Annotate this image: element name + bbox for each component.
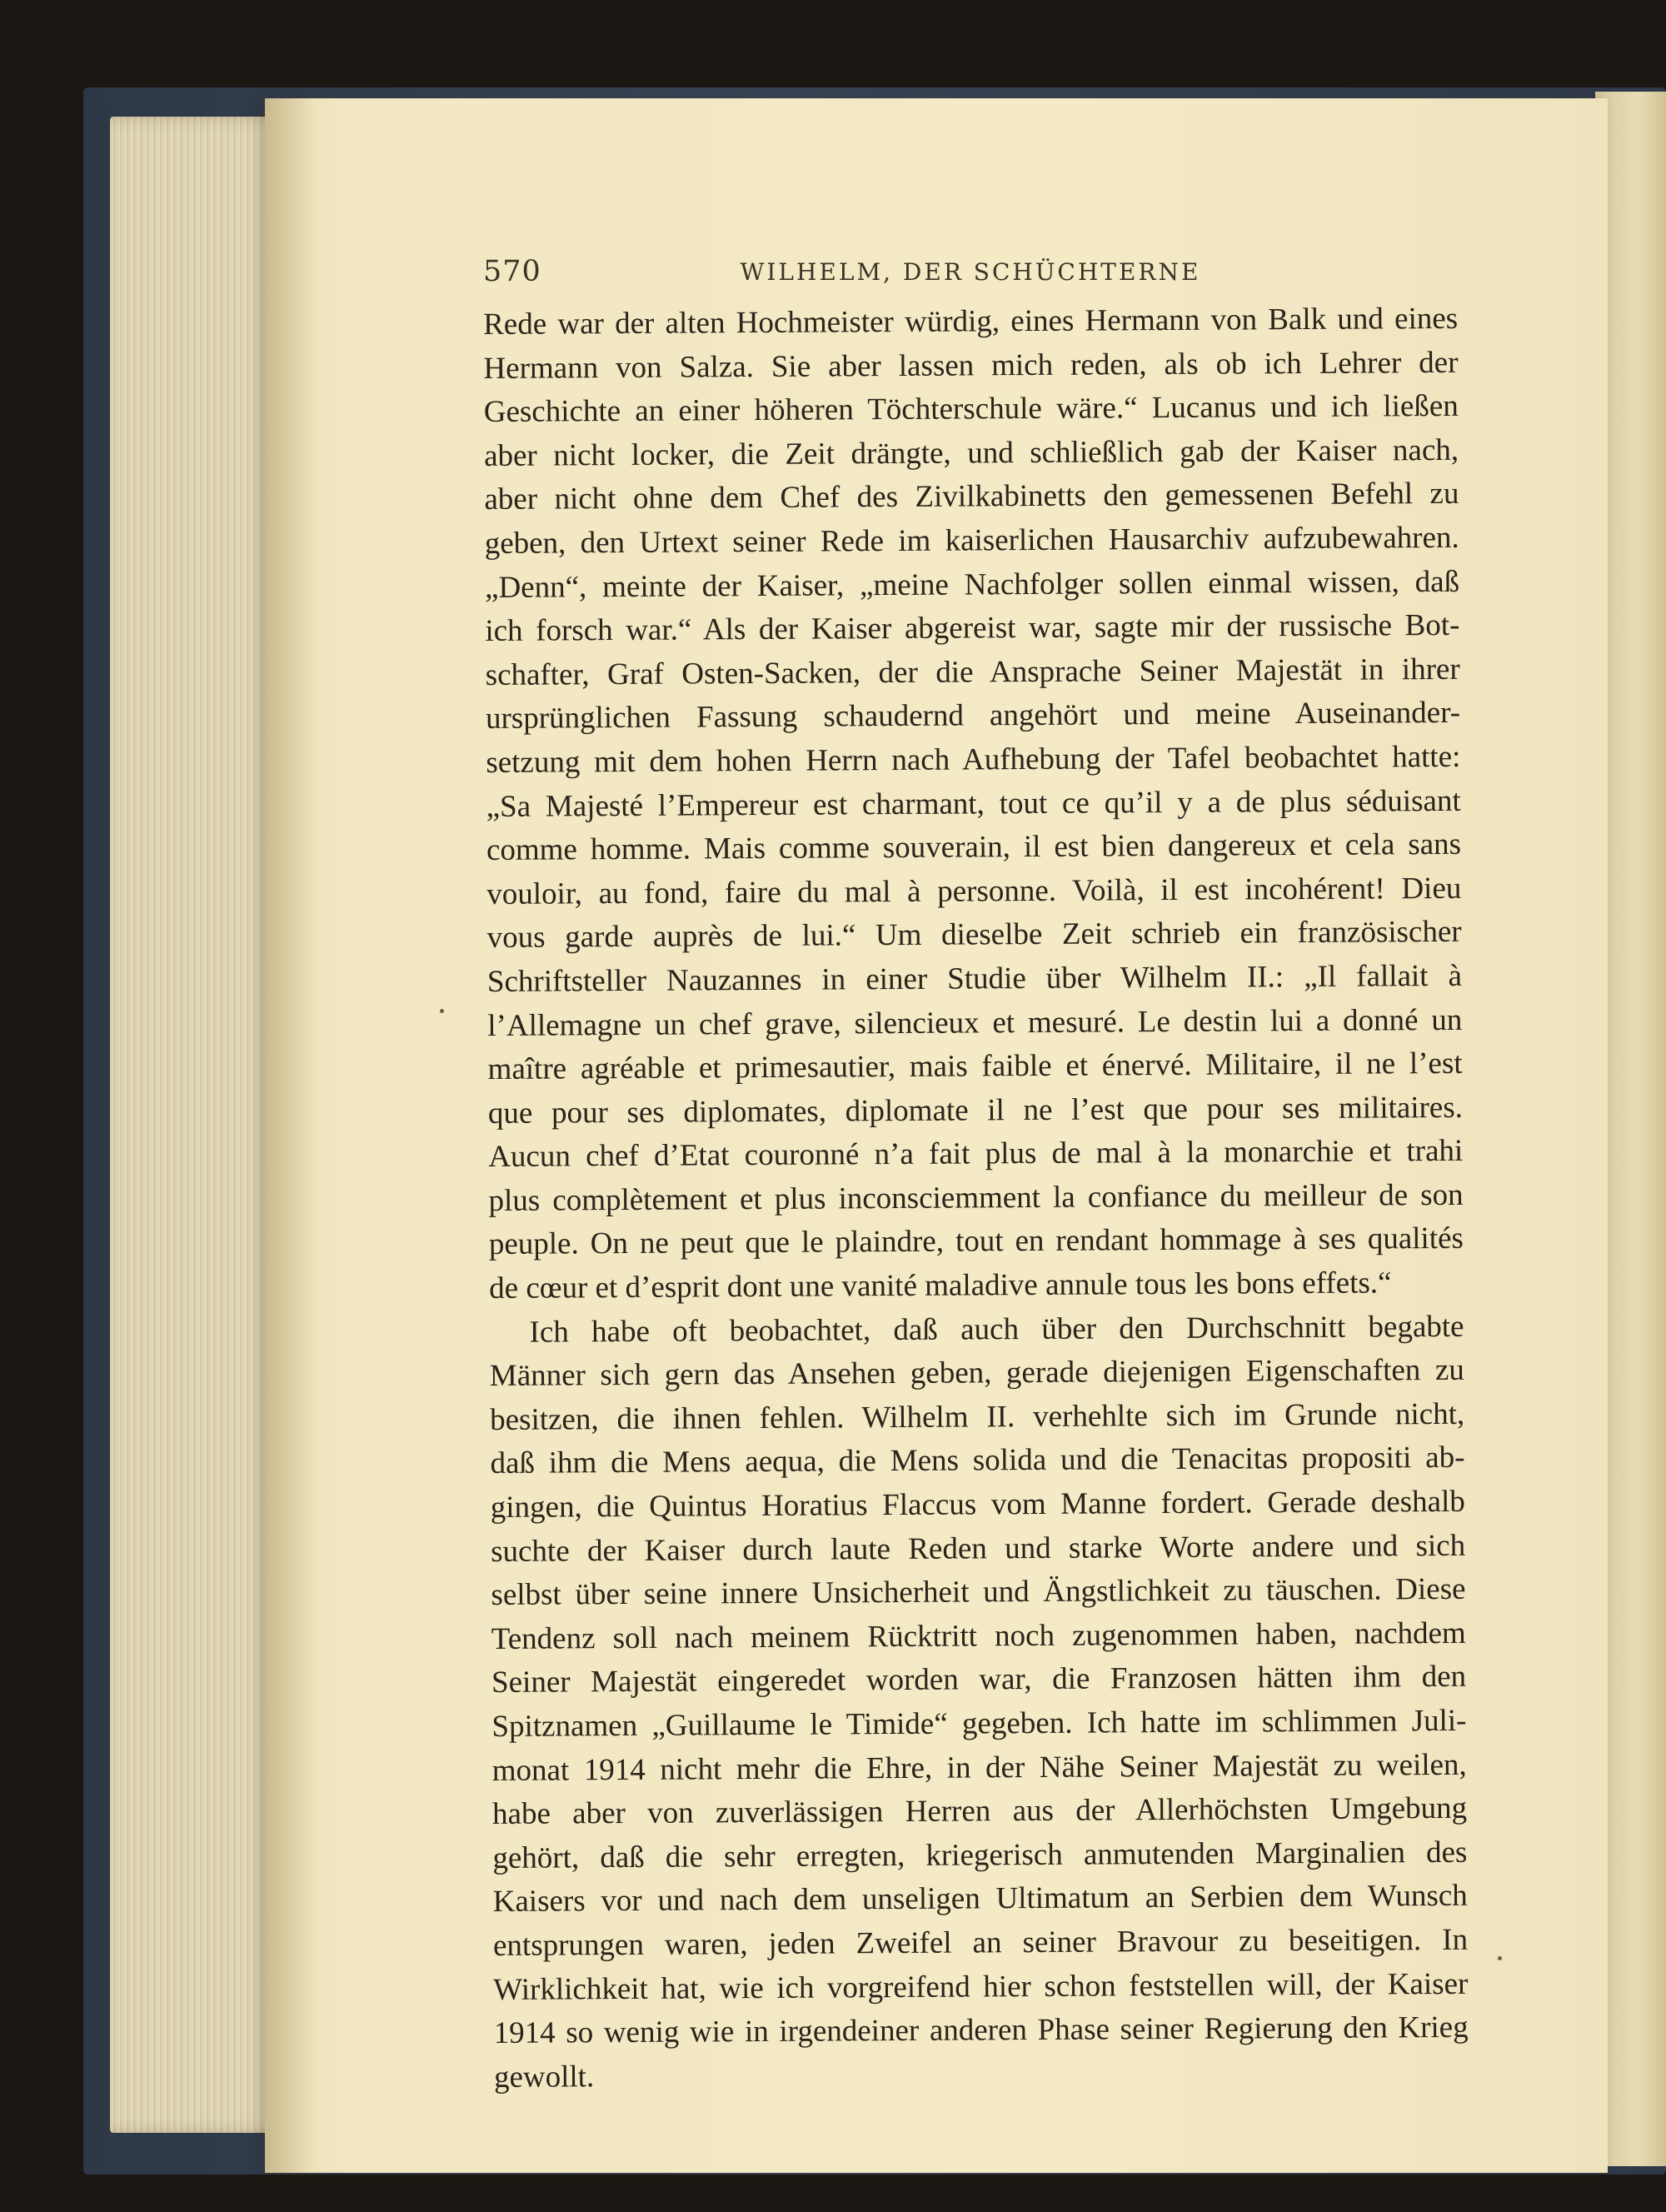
text-line: Geschichte an einer höheren Töchterschule wäre.“ Lucanus und ich ließen [483, 389, 1459, 430]
text-line: comme homme. Mais comme souverain, il est bien dangereux et cela sans [486, 826, 1462, 868]
text-line: Rede war der alten Hochmeister würdig, eines Hermann von Balk und eines [483, 301, 1459, 342]
text-line: de cœur et d’esprit dont une vanité maladive annule tous les bons effets.“ [489, 1266, 1392, 1306]
text-line: Männer sich gern das Ansehen geben, gerade diejenigen Eigenschaften zu [489, 1353, 1464, 1394]
text-line: setzung mit dem hohen Herrn nach Aufhebung der Tafel beobachtet hatte: [486, 739, 1461, 780]
text-line: que pour ses diplomates, diplomate il ne l’est que pour ses militaires. [487, 1090, 1464, 1131]
running-title: WILHELM, DER SCHÜCHTERNE [740, 258, 1201, 286]
text-line: Tendenz soll nach meinem Rücktritt noch zugenommen haben, nachdem [491, 1615, 1466, 1656]
text-line: 1914 so wenig wie in irgendeiner anderen Phase seiner Regierung den Krieg [493, 2010, 1469, 2051]
page-number: 570 [483, 255, 541, 288]
paper-speck [1498, 1956, 1502, 1960]
text-line: Wirklichkeit hat, wie ich vorgreifend hier schon feststellen will, der Kaiser [493, 1966, 1469, 2007]
text-line: Schriftsteller Nauzannes in einer Studie über Wilhelm II.: „Il fallait à [486, 958, 1463, 999]
text-line: selbst über seine innere Unsicherheit und Ängstlichkeit zu täuschen. Diese [491, 1572, 1466, 1613]
text-line: Spitznamen „Guillaume le Timide“ gegeben. Ich hatte im schlimmen Juli- [491, 1703, 1467, 1744]
gutter-shadow [265, 98, 315, 2173]
text-line: gehört, daß die sehr erregten, kriegerisch anmutenden Marginalien des [492, 1835, 1468, 1875]
paper-speck [440, 1009, 444, 1013]
book-page [265, 98, 1608, 2173]
text-line: ich forsch war.“ Als der Kaiser abgereist war, sagte mir der russische Bot- [485, 608, 1460, 649]
text-line: geben, den Urtext seiner Rede im kaiserlichen Hausarchiv aufzubewahren. [484, 520, 1459, 561]
text-line: Aucun chef d’Etat couronné n’a fait plus de mal à la monarchie et trahi [488, 1134, 1464, 1175]
text-line: habe aber von zuverlässigen Herren aus der Allerhöchsten Umgebung [491, 1791, 1468, 1832]
text-line: „Sa Majesté l’Empereur est charmant, tout ce qu’il y a de plus séduisant [486, 783, 1461, 824]
text-line: l’Allemagne un chef grave, silencieux et mesuré. Le destin lui a donné un [487, 1002, 1463, 1043]
body-text [483, 297, 1469, 2100]
text-line: entsprungen waren, jeden Zweifel an seiner Bravour zu beseitigen. In [492, 1922, 1469, 1963]
text-line: gewollt. [493, 2059, 595, 2095]
text-line: vous garde auprès de lui.“ Um dieselbe Zeit schrieb ein französischer [486, 915, 1462, 956]
text-line: monat 1914 nicht mehr die Ehre, in der Nähe Seiner Majestät zu weilen, [491, 1747, 1467, 1788]
text-line: Seiner Majestät eingeredet worden war, die Franzosen hätten ihm den [491, 1660, 1467, 1700]
text-line: Kaisers vor und nach dem unseligen Ultimatum an Serbien dem Wunsch [492, 1879, 1468, 1920]
text-line: Hermann von Salza. Sie aber lassen mich reden, als ob ich Lehrer der [483, 345, 1459, 386]
text-line: schafter, Graf Osten-Sacken, der die Ansprache Seiner Majestät in ihrer [485, 652, 1460, 692]
text-line: suchte der Kaiser durch laute Reden und starke Worte andere und sich [491, 1528, 1466, 1569]
text-line: aber nicht ohne dem Chef des Zivilkabinetts den gemessenen Befehl zu [484, 477, 1459, 517]
text-line: plus complètement et plus inconsciemment la confiance du meilleur de son [488, 1177, 1464, 1218]
text-line: maître agréable et primesautier, mais faible et énervé. Militaire, il ne l’est [487, 1046, 1463, 1087]
text-line: „Denn“, meinte der Kaiser, „meine Nachfolger sollen einmal wissen, daß [484, 564, 1460, 605]
text-line: daß ihm die Mens aequa, die Mens solida und die Tenacitas propositi ab- [490, 1441, 1465, 1481]
text-line: besitzen, die ihnen fehlen. Wilhelm II. verhehlte sich im Grunde nicht, [490, 1396, 1465, 1437]
text-line: ursprünglichen Fassung schaudernd angehört und meine Auseinander- [485, 696, 1461, 737]
text-line: gingen, die Quintus Horatius Flaccus vom Manne fordert. Gerade deshalb [490, 1484, 1465, 1525]
text-line: vouloir, au fond, faire du mal à personne. Voilà, il est incohérent! Dieu [486, 871, 1462, 911]
text-line: peuple. On ne peut que le plaindre, tout en rendant hommage à ses qualités [488, 1221, 1464, 1262]
text-line: aber nicht locker, die Zeit drängte, und schließlich gab der Kaiser nach, [483, 432, 1459, 473]
text-line: Ich habe oft beobachtet, daß auch über den Durchschnitt begabte [529, 1309, 1464, 1350]
